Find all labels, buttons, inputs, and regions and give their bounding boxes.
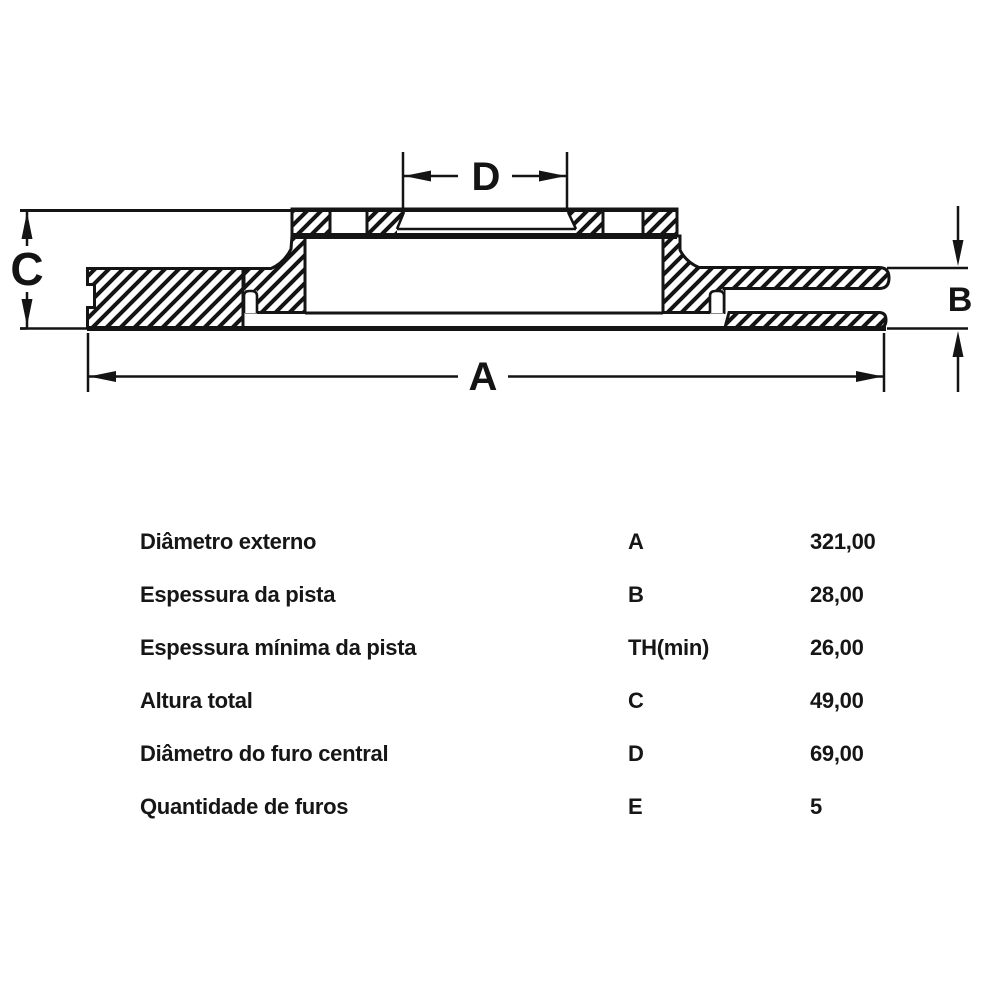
spec-value: 28,00 bbox=[810, 582, 864, 607]
spec-label: Altura total bbox=[140, 688, 253, 713]
table-row bbox=[0, 568, 1000, 621]
junction-slots bbox=[244, 291, 724, 314]
spec-value: 69,00 bbox=[810, 741, 864, 766]
brake-disc-cross-section-drawing bbox=[0, 0, 1000, 440]
spec-symbol: D bbox=[628, 741, 644, 766]
spec-value: 26,00 bbox=[810, 635, 864, 660]
spec-value: 321,00 bbox=[810, 529, 876, 554]
spec-value: 49,00 bbox=[810, 688, 864, 713]
spec-symbol: TH(min) bbox=[628, 635, 709, 660]
spec-label: Espessura mínima da pista bbox=[140, 635, 417, 660]
table-row bbox=[0, 674, 1000, 727]
spec-label: Diâmetro do furo central bbox=[140, 741, 389, 766]
spec-label: Diâmetro externo bbox=[140, 529, 317, 554]
spec-symbol: B bbox=[628, 582, 644, 607]
dim-label-a: A bbox=[468, 355, 498, 399]
dim-label-d: D bbox=[471, 155, 501, 199]
dim-label-b: B bbox=[947, 281, 973, 319]
table-row bbox=[0, 515, 1000, 568]
left-friction-ring-section bbox=[88, 269, 244, 328]
left-relief-slot bbox=[244, 291, 257, 314]
spec-symbol: C bbox=[628, 688, 644, 713]
right-relief-slot bbox=[710, 291, 724, 314]
left-bolt-hole bbox=[330, 212, 367, 233]
hat-right-wall-and-top-plate-section bbox=[663, 236, 889, 313]
spec-symbol: A bbox=[628, 529, 644, 554]
spec-symbol: E bbox=[628, 794, 643, 819]
table-row bbox=[0, 727, 1000, 780]
dim-label-c: C bbox=[10, 243, 44, 295]
table-row bbox=[0, 780, 1000, 833]
table-row bbox=[0, 621, 1000, 674]
right-bottom-plate-section bbox=[725, 313, 886, 328]
right-bolt-hole bbox=[603, 212, 643, 233]
spec-table bbox=[0, 515, 1000, 833]
spec-label: Quantidade de furos bbox=[140, 794, 349, 819]
spec-value: 5 bbox=[810, 794, 822, 819]
spec-label: Espessura da pista bbox=[140, 582, 336, 607]
